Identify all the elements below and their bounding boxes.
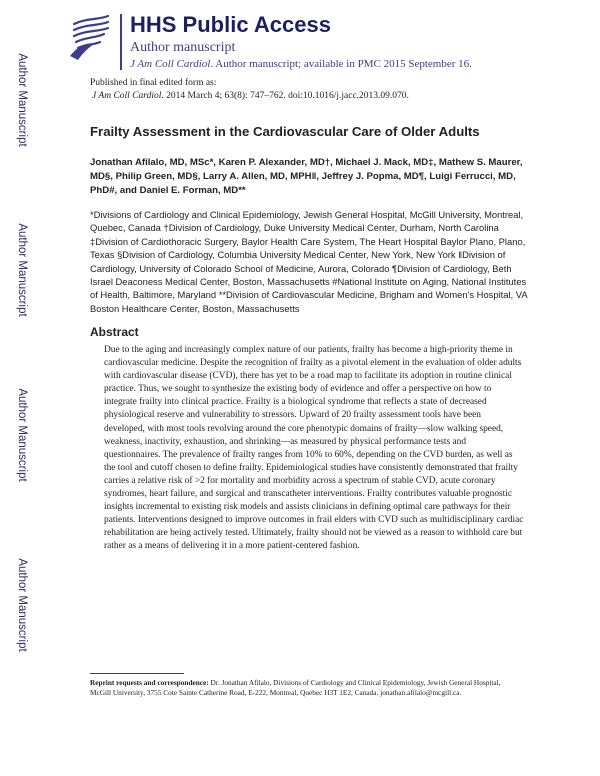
- header-divider: [120, 14, 122, 70]
- author-list: Jonathan Afilalo, MD, MSc*, Karen P. Alexander, MD†, Michael J. Mack, MD‡, Mathew S. Maurer, MD§, Philip Green, MD§, Larry A. Allen, MD, MPH‖, Jeffrey J. Popma, MD¶, Luigi Ferrucci, MD, PhD#, and Daniel E. Forman, MD**: [90, 157, 523, 196]
- correspondence-footnote: [90, 678, 512, 698]
- citation: [90, 90, 409, 103]
- footnote-divider: [90, 673, 184, 674]
- hhs-title: HHS Public Access: [130, 12, 331, 37]
- manuscript-label: Author manuscript: [130, 40, 236, 55]
- hhs-eagle-logo-icon: [64, 12, 112, 62]
- abstract-body: Due to the aging and increasingly complex nature of our patients, frailty has become a high-priority theme in cardiovascular medicine. Despite the recognition of frailty as a pivotal element in the evaluation of older adults with cardiovascular disease (CVD), there has yet to be a road map to facilitate its adoption in routine clinical practice. Thus, we sought to synthesize the existing body of evidence and offer a perspective on how to integrate frailty into clinical practice. Frailty is a biological syndrome that reflects a state of decreased physiological reserve and vulnerability to stressors. Upward of 20 frailty assessment tools have been developed, with most tools revolving around the core phenotypic domains of frailty—slow walking speed, weakness, inactivity, exhaustion, and shrinking—as measured by physical performance tests and questionnaires. The prevalence of frailty ranges from 10% to 60%, depending on the CVD burden, as well as the tool and cutoff chosen to define frailty. Epidemiological studies have consistently demonstrated that frailty carries a relative risk of >2 for mortality and morbidity across a spectrum of stable CVD, acute coronary syndromes, heart failure, and surgical and transcatheter interventions. Frailty contributes valuable prognostic insights incremental to existing risk models and assists clinicians in defining optimal care pathways for their patients. Interventions designed to improve outcomes in frail elders with CVD such as multidisciplinary cardiac rehabilitation are being actively tested. Ultimately, frailty should not be viewed as a reason to withhold care but rather as a means of delivering it in a more patient-centered fashion.: [104, 345, 524, 552]
- abstract-heading: Abstract: [90, 325, 139, 339]
- publication-info: [90, 77, 409, 103]
- affiliations: *Divisions of Cardiology and Clinical Epidemiology, Jewish General Hospital, McGill University, Montreal, Quebec, Canada †Division of Cardiology, Duke University Medical Center, Durham, North Carolina ‡Division of Cardiothoracic Surgery, Baylor Health Care System, The Heart Hospital Baylor Plano, Plano, Texas §Division of Cardiology, Columbia University Medical Center, New York, New York ‖Division of Cardiology, University of Colorado School of Medicine, Aurora, Colorado ¶Division of Cardiology, Beth Israel Deaconess Medical Center, Boston, Massachusetts #National Institute on Aging, National Institutes of Health, Baltimore, Maryland **Division of Cardiovascular Medicine, Brigham and Women's Hospital, VA Boston Healthcare Center, Boston, Massachusetts: [90, 209, 528, 314]
- footnote-heading: Reprint requests and correspondence:: [90, 678, 209, 687]
- availability-line: [130, 58, 472, 70]
- author-manuscript-sidebar: Author Manuscript Author Manuscript Author Manuscript Author Manuscript: [16, 53, 28, 652]
- citation-details: . 2014 March 4; 63(8): 747–762. doi:10.1016/j.jacc.2013.09.070.: [161, 91, 409, 101]
- article-title: Frailty Assessment in the Cardiovascular Care of Older Adults: [90, 124, 480, 139]
- published-label: Published in final edited form as:: [90, 78, 217, 88]
- availability-text: . Author manuscript; available in PMC 2015 September 16.: [210, 58, 472, 70]
- hhs-header: [64, 10, 584, 80]
- citation-journal: J Am Coll Cardiol: [92, 91, 162, 101]
- availability-journal: J Am Coll Cardiol: [130, 58, 211, 70]
- footnote-text: Dr. Jonathan Afilalo, Divisions of Cardiology and Clinical Epidemiology, Jewish General Hospital, McGill University, 3755 Cote Sainte Catherine Road, E-222, Montreal, Quebec H3T 1E2, Canada. jonathan.afilalo@mcgill.ca.: [90, 678, 501, 697]
